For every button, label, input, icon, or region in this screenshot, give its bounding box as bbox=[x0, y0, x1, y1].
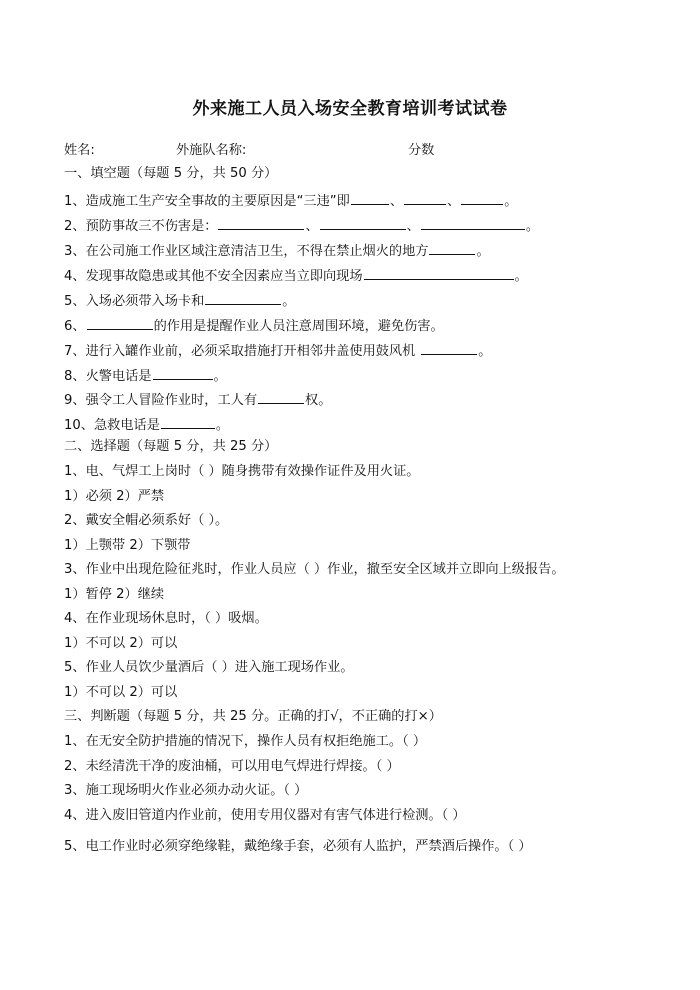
question-number: 6、 bbox=[64, 319, 86, 334]
question-text: 8、火警电话是 bbox=[64, 369, 152, 384]
punctuation: 。 bbox=[514, 269, 528, 284]
question-fill-7 bbox=[64, 340, 491, 361]
question-fill-4 bbox=[64, 265, 528, 286]
question-judge-5: 5、电工作业时必须穿绝缘鞋，戴绝缘手套，必须有人监护，严禁酒后操作。（ ） bbox=[64, 839, 532, 854]
question-text: 10、急救电话是 bbox=[64, 418, 160, 433]
question-choice-3: 3、作业中出现危险征兆时，作业人员应（ ）作业，撤至安全区域并立即向上级报告。 bbox=[64, 562, 565, 577]
question-text: 的作用是提醒作业人员注意周围环境，避免伤害。 bbox=[153, 319, 444, 334]
answer-blank[interactable] bbox=[161, 414, 215, 429]
question-text: 7、进行入罐作业前，必须采取措施打开相邻井盖使用鼓风机 bbox=[64, 344, 416, 359]
question-text: 9、强令工人冒险作业时，工人有 bbox=[64, 393, 258, 408]
answer-blank[interactable] bbox=[218, 215, 304, 230]
answer-blank[interactable] bbox=[404, 190, 446, 205]
question-choice-1: 1、电、气焊工上岗时（ ）随身携带有效操作证件及用火证。 bbox=[64, 464, 420, 479]
question-choice-4: 4、在作业现场休息时，（ ）吸烟。 bbox=[64, 611, 268, 626]
choice-options-4: 1）不可以 2）可以 bbox=[64, 636, 178, 651]
question-text: 3、在公司施工作业区域注意清洁卫生，不得在禁止烟火的地方 bbox=[64, 244, 429, 259]
separator: 、 bbox=[447, 194, 461, 209]
answer-blank[interactable] bbox=[87, 315, 153, 330]
question-judge-2: 2、未经清洗干净的废油桶，可以用电气焊进行焊接。（ ） bbox=[64, 759, 400, 774]
answer-blank[interactable] bbox=[421, 340, 477, 355]
question-fill-5 bbox=[64, 290, 295, 311]
separator: 、 bbox=[406, 219, 420, 234]
punctuation: 。 bbox=[504, 194, 518, 209]
section-heading-true-false: 三、判断题（每题 5 分，共 25 分。正确的打√，不正确的打×） bbox=[64, 709, 442, 724]
punctuation: 。 bbox=[478, 344, 492, 359]
answer-blank[interactable] bbox=[258, 389, 304, 404]
section-heading-choice: 二、选择题（每题 5 分，共 25 分） bbox=[64, 439, 278, 454]
question-text: 4、发现事故隐患或其他不安全因素应当立即向现场 bbox=[64, 269, 363, 284]
question-text: 1、造成施工生产安全事故的主要原因是“三违”即 bbox=[64, 194, 350, 209]
question-text: 2、预防事故三不伤害是： bbox=[64, 219, 218, 234]
answer-blank[interactable] bbox=[351, 190, 389, 205]
question-judge-1: 1、在无安全防护措施的情况下，操作人员有权拒绝施工。（ ） bbox=[64, 734, 427, 749]
punctuation: 。 bbox=[215, 418, 230, 433]
name-label: 姓名: bbox=[64, 143, 95, 158]
choice-options-1: 1）必须 2）严禁 bbox=[64, 489, 165, 504]
question-fill-2 bbox=[64, 215, 539, 236]
punctuation: 。 bbox=[525, 219, 540, 234]
question-fill-3 bbox=[64, 240, 490, 261]
question-fill-10 bbox=[64, 414, 229, 435]
question-choice-5: 5、作业人员饮少量酒后（ ）进入施工现场作业。 bbox=[64, 660, 354, 675]
answer-blank[interactable] bbox=[429, 240, 475, 255]
punctuation: 。 bbox=[213, 369, 227, 384]
answer-blank[interactable] bbox=[153, 365, 213, 380]
choice-options-5: 1）不可以 2）可以 bbox=[64, 685, 178, 700]
question-fill-9 bbox=[64, 389, 331, 410]
team-name-label: 外施队名称: bbox=[176, 143, 247, 158]
question-choice-2: 2、戴安全帽必须系好（ ）。 bbox=[64, 513, 229, 528]
punctuation: 。 bbox=[476, 244, 490, 259]
choice-options-3: 1）暂停 2）继续 bbox=[64, 587, 165, 602]
page-title: 外来施工人员入场安全教育培训考试试卷 bbox=[192, 99, 508, 119]
answer-blank[interactable] bbox=[461, 190, 503, 205]
question-judge-3: 3、施工现场明火作业必须办动火证。（ ） bbox=[64, 783, 308, 798]
section-heading-fill-blank: 一、填空题（每题 5 分，共 50 分） bbox=[64, 166, 278, 181]
question-text: 5、入场必须带入场卡和 bbox=[64, 294, 205, 309]
separator: 、 bbox=[389, 194, 403, 209]
answer-blank[interactable] bbox=[364, 265, 514, 280]
punctuation: 。 bbox=[282, 294, 296, 309]
answer-blank[interactable] bbox=[421, 215, 525, 230]
question-fill-8 bbox=[64, 365, 227, 386]
answer-blank[interactable] bbox=[205, 290, 281, 305]
choice-options-2: 1）上颚带 2）下颚带 bbox=[64, 538, 191, 553]
answer-blank[interactable] bbox=[320, 215, 406, 230]
question-fill-6 bbox=[64, 315, 444, 336]
separator: 、 bbox=[305, 219, 319, 234]
question-text: 权。 bbox=[305, 393, 332, 408]
question-fill-1 bbox=[64, 190, 517, 211]
score-label: 分数 bbox=[408, 143, 435, 158]
question-judge-4: 4、进入废旧管道内作业前，使用专用仪器对有害气体进行检测。（ ） bbox=[64, 808, 466, 823]
